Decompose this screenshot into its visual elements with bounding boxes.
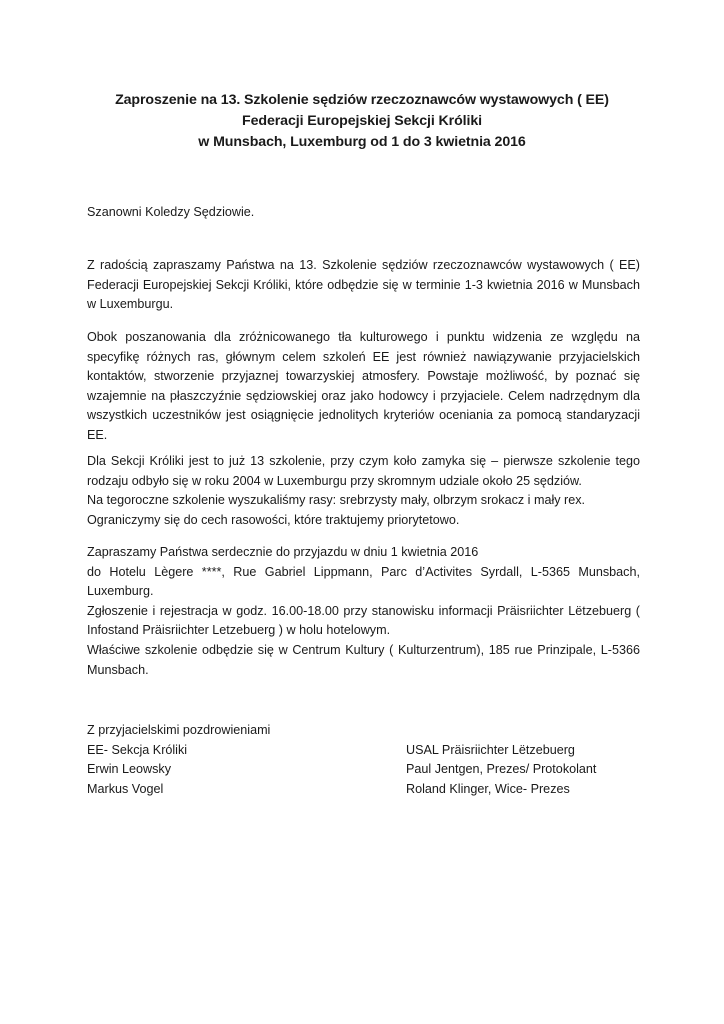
signature-left-org: EE- Sekcja Króliki	[87, 742, 188, 757]
signature-left-name-2: Markus Vogel	[87, 781, 164, 796]
signature-row	[87, 780, 640, 800]
signature-right-name-1: Paul Jentgen, Prezes/ Protokolant	[406, 762, 597, 777]
paragraph-logistics-line-1: Zapraszamy Państwa serdecznie do przyjazdu w dniu 1 kwietnia 2016	[87, 545, 479, 559]
paragraph-logistics	[87, 543, 640, 680]
paragraph-history	[87, 452, 640, 530]
paragraph-invitation-text: Z radością zapraszamy Państwa na 13. Szkolenie sędziów rzeczoznawców wystawowych ( EE) Federacji Europejskiej Sekcji Króliki, które odbędzie się w terminie 1-3 kwietnia 2016 w Munsbach w Luxemburgu.	[87, 258, 640, 312]
signature-left-name-1: Erwin Leowsky	[87, 762, 171, 777]
paragraph-invitation	[87, 256, 640, 315]
paragraph-logistics-line-2: do Hotelu Lègere ****, Rue Gabriel Lippmann, Parc d’Activites Syrdall, L-5365 Munsbach, Luxemburg.	[87, 564, 640, 599]
signature-right-org: USAL Präisriichter Lëtzebuerg	[406, 742, 575, 757]
greeting	[87, 203, 640, 223]
paragraph-history-line-3: Ograniczymy się do cech rasowości, które traktujemy priorytetowo.	[87, 512, 460, 527]
signature-row	[87, 760, 640, 780]
document-title	[60, 90, 664, 153]
signature-closing-row	[87, 721, 640, 741]
paragraph-goals-text: Obok poszanowania dla zróżnicowanego tła kulturowego i punktu widzenia ze względu na specyfikę różnych ras, głównym celem szkoleń EE jest również nawiązywanie przyjacielskich kontaktów, stworzenie przyjaznej towarzyskiej atmosfery. Powstaje możliwość, by poznać się wzajemnie na płaszczyźnie sędziowskiej oraz jako hodowcy i przyjaciele. Celem nadrzędnym dla wszystkich uczestników jest osiągnięcie jednolitych kryteriów oceniania za pomocą standaryzacji EE.	[87, 330, 640, 442]
signature-closing: Z przyjacielskimi pozdrowieniami	[87, 723, 271, 737]
signature-right-name-2: Roland Klinger, Wice- Prezes	[406, 781, 570, 796]
signature-row	[87, 741, 640, 761]
paragraph-goals	[87, 328, 640, 446]
paragraph-history-line-2: Na tegoroczne szkolenie wyszukaliśmy rasy: srebrzysty mały, olbrzym srokacz i mały rex.	[87, 493, 586, 508]
paragraph-logistics-line-4: Właściwe szkolenie odbędzie się w Centrum Kultury ( Kulturzentrum), 185 rue Prinzipale, L-5366 Munsbach.	[87, 642, 640, 677]
title-line-2: Federacji Europejskiej Sekcji Króliki	[242, 113, 482, 129]
paragraph-history-line-1: Dla Sekcji Króliki jest to już 13 szkolenie, przy czym koło zamyka się – pierwsze szkolenie tego rodzaju odbyło się w roku 2004 w Luxemburgu przy skromnym udziale około 25 sędziów.	[87, 454, 640, 488]
title-line-3: w Munsbach, Luxemburg od 1 do 3 kwietnia 2016	[198, 134, 526, 150]
title-line-1: Zaproszenie na 13. Szkolenie sędziów rzeczoznawców wystawowych ( EE)	[115, 92, 609, 108]
signature-block	[87, 721, 640, 799]
paragraph-logistics-line-3: Zgłoszenie i rejestracja w godz. 16.00-18.00 przy stanowisku informacji Präisriichter Lëtzebuerg ( Infostand Präisriichter Letzebuerg ) w holu hotelowym.	[87, 603, 640, 638]
greeting-text: Szanowni Koledzy Sędziowie.	[87, 205, 255, 219]
